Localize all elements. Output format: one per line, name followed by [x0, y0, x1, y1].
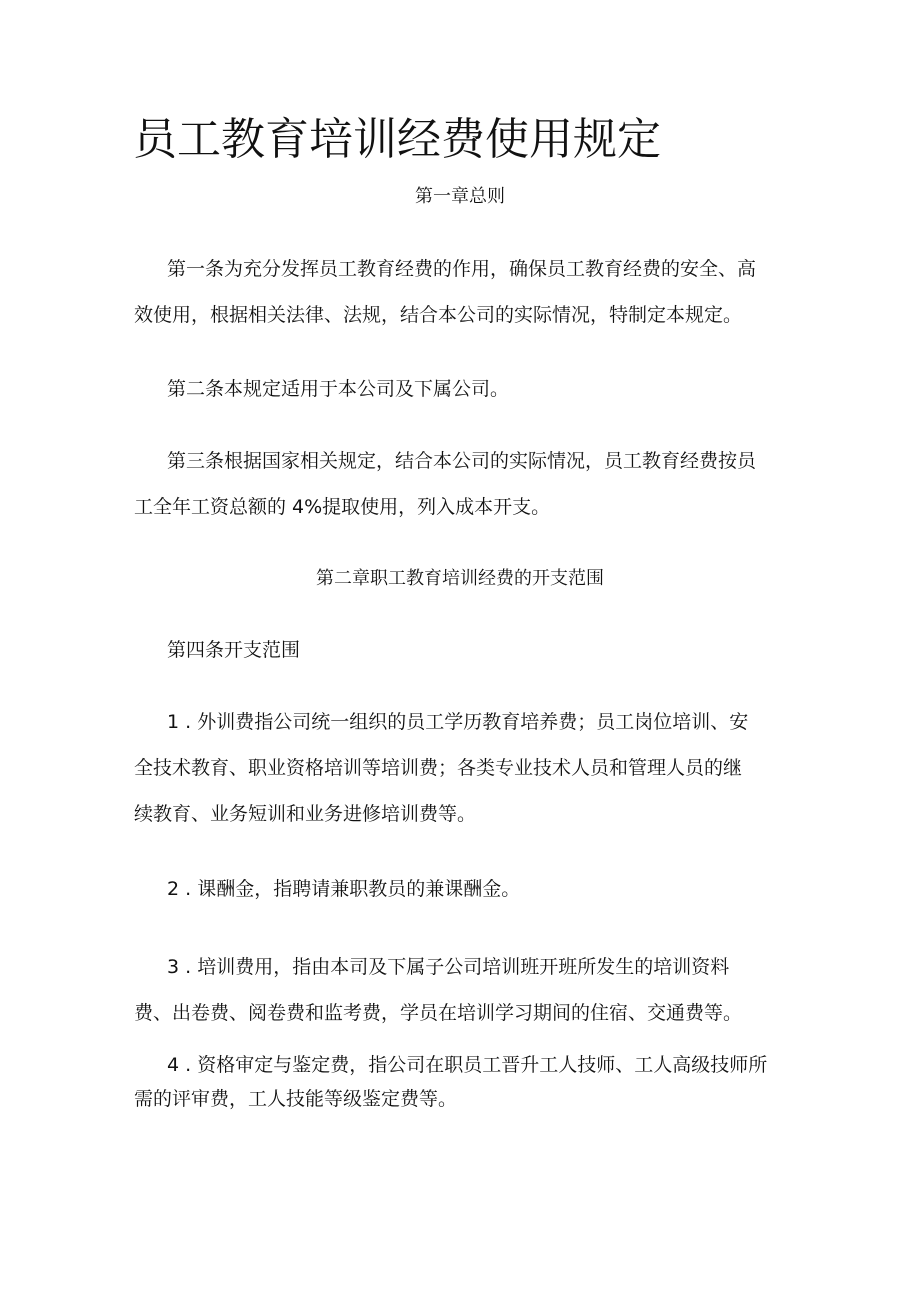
- chapter-1-heading: 第一章总则: [415, 186, 505, 207]
- article-3: [134, 438, 794, 530]
- list-item-4: [134, 1048, 794, 1116]
- article-2: [134, 366, 794, 412]
- article-1-line-1: 第一条为充分发挥员工教育经费的作用，确保员工教育经费的安全、高: [167, 258, 757, 280]
- list-item-1-line-1: 1 . 外训费指公司统一组织的员工学历教育培养费；员工岗位培训、安: [167, 711, 749, 733]
- list-item-2-text: 2 . 课酬金，指聘请兼职教员的兼课酬金。: [167, 878, 521, 900]
- list-item-3-line-2: 费、出卷费、阅卷费和监考费，学员在培训学习期间的住宿、交通费等。: [134, 1002, 743, 1024]
- list-item-3: [134, 944, 794, 1036]
- article-3-line-1: 第三条根据国家相关规定，结合本公司的实际情况，员工教育经费按员: [167, 450, 757, 472]
- chapter-2-heading: 第二章职工教育培训经费的开支范围: [316, 568, 604, 589]
- article-2-text: 第二条本规定适用于本公司及下属公司。: [167, 378, 510, 400]
- article-4: [134, 627, 794, 673]
- list-item-4-line-1: 4 . 资格审定与鉴定费，指公司在职员工晋升工人技师、工人高级技师所: [167, 1054, 768, 1076]
- list-item-1-line-3: 续教育、业务短训和业务进修培训费等。: [134, 803, 477, 825]
- list-item-1: [134, 699, 794, 837]
- article-1: [134, 246, 794, 338]
- list-item-1-line-2: 全技术教育、职业资格培训等培训费；各类专业技术人员和管理人员的继: [134, 757, 743, 779]
- document-title: 员工教育培训经费使用规定: [133, 114, 661, 165]
- list-item-3-line-1: 3 . 培训费用，指由本司及下属子公司培训班开班所发生的培训资料: [167, 956, 730, 978]
- article-1-line-2: 效使用，根据相关法律、法规，结合本公司的实际情况，特制定本规定。: [134, 304, 743, 326]
- list-item-4-line-2: 需的评审费，工人技能等级鉴定费等。: [134, 1088, 458, 1110]
- article-3-line-2: 工全年工资总额的 4%提取使用，列入成本开支。: [134, 496, 551, 518]
- article-4-text: 第四条开支范围: [167, 639, 301, 661]
- list-item-2: [134, 866, 794, 912]
